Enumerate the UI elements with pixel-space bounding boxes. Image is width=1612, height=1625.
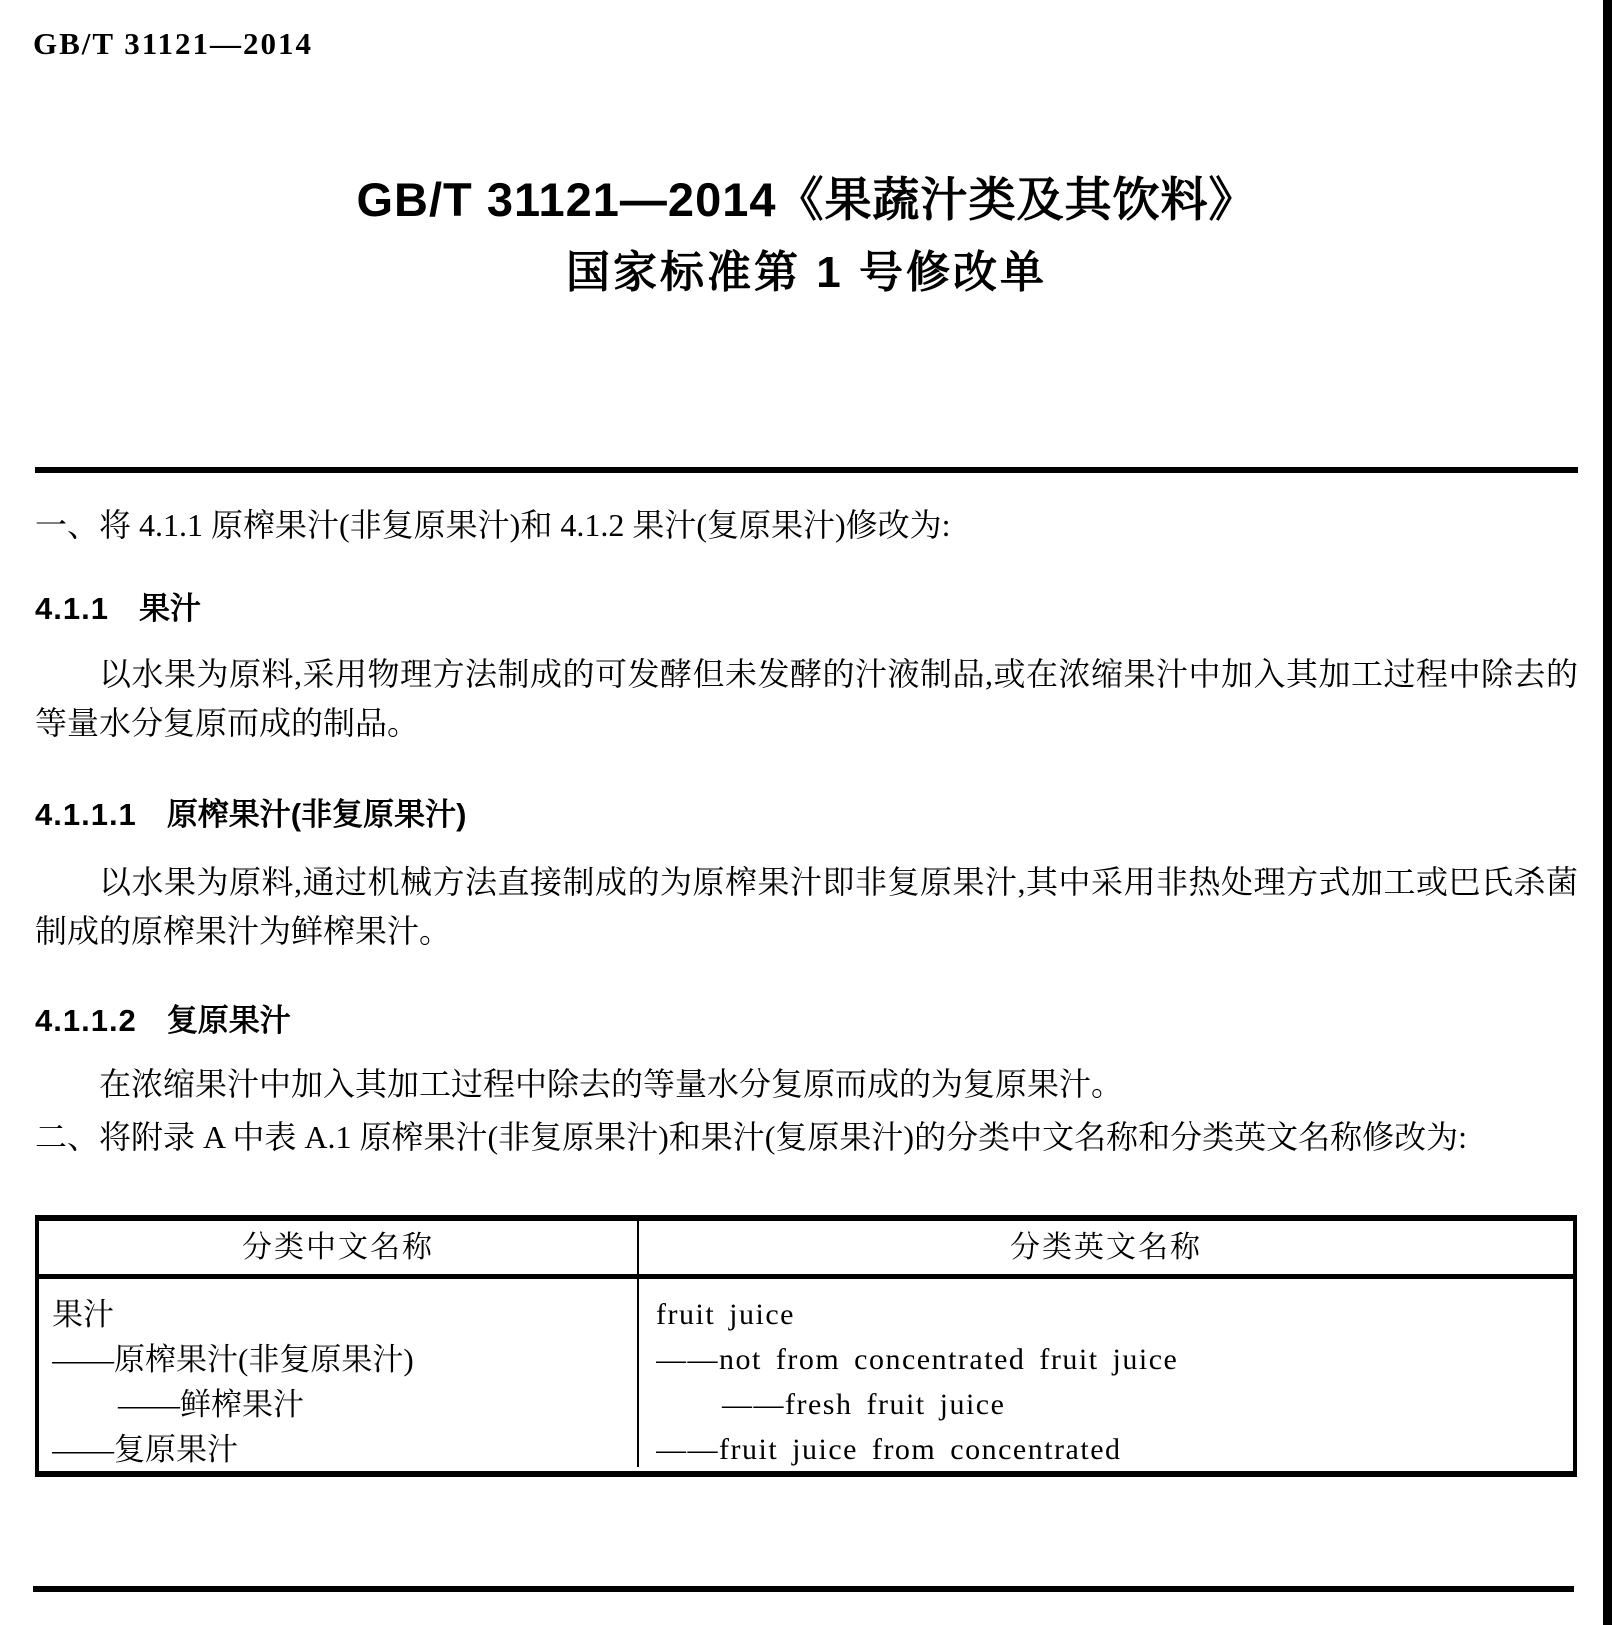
table-header-cn: 分类中文名称: [39, 1221, 639, 1274]
clause-heading-4-1-1-2: [35, 995, 1578, 1040]
amendment-item-2: 二、将附录 A 中表 A.1 原榨果汁(非复原果汁)和果汁(复原果汁)的分类中文名称和分类英文名称修改为:: [35, 1119, 1467, 1155]
table-cell-en: ——not from concentrated fruit juice: [656, 1343, 1179, 1376]
scan-edge-band: [1603, 0, 1612, 1625]
table-header-en: 分类英文名称: [1010, 1231, 1202, 1264]
table-cell-cn: ——原榨果汁(非复原果汁): [52, 1342, 414, 1377]
clause-title: 复原果汁: [166, 1003, 291, 1038]
table-column-en: [639, 1279, 1573, 1467]
classification-table: [35, 1215, 1577, 1477]
table-column-cn: [39, 1279, 639, 1467]
table-cell-en: ——fruit juice from concentrated: [656, 1433, 1122, 1466]
clause-number: 4.1.1.2: [35, 1003, 137, 1038]
clause-number: 4.1.1.1: [35, 797, 137, 832]
clause-heading-4-1-1: [35, 583, 1578, 628]
header-rule: [35, 467, 1578, 473]
clause-paragraph-4-1-1-2: 在浓缩果汁中加入其加工过程中除去的等量水分复原而成的为复原果汁。: [99, 1066, 1124, 1102]
table-cell-cn: 果汁: [52, 1297, 114, 1332]
doc-code: GB/T 31121—2014: [33, 26, 314, 61]
doc-title-line1: GB/T 31121—2014《果蔬汁类及其饮料》: [356, 173, 1257, 226]
clause-number: 4.1.1: [35, 591, 109, 626]
clause-heading-4-1-1-1: [35, 789, 1578, 834]
clause-title: 原榨果汁(非复原果汁): [166, 797, 467, 832]
table-cell-cn: ——鲜榨果汁: [118, 1387, 304, 1422]
table-header-row: [39, 1221, 1573, 1279]
footer-rule: [33, 1586, 1574, 1592]
amendment-item-1: 一、将 4.1.1 原榨果汁(非复原果汁)和 4.1.2 果汁(复原果汁)修改为:: [35, 507, 951, 543]
table-cell-cn: ——复原果汁: [52, 1432, 238, 1467]
clause-paragraph-4-1-1: 以水果为原料,采用物理方法制成的可发酵但未发酵的汁液制品,或在浓缩果汁中加入其加工过程中除去的等量水分复原而成的制品。: [35, 656, 1578, 741]
clause-paragraph-4-1-1-1: 以水果为原料,通过机械方法直接制成的为原榨果汁即非复原果汁,其中采用非热处理方式加工或巴氏杀菌制成的原榨果汁为鲜榨果汁。: [35, 864, 1578, 949]
clause-title: 果汁: [138, 591, 201, 626]
table-body: [39, 1279, 1573, 1467]
table-cell-en: ——fresh fruit juice: [722, 1388, 1006, 1421]
doc-title-line2: 国家标准第 1 号修改单: [566, 248, 1047, 297]
table-cell-en: fruit juice: [656, 1298, 795, 1331]
